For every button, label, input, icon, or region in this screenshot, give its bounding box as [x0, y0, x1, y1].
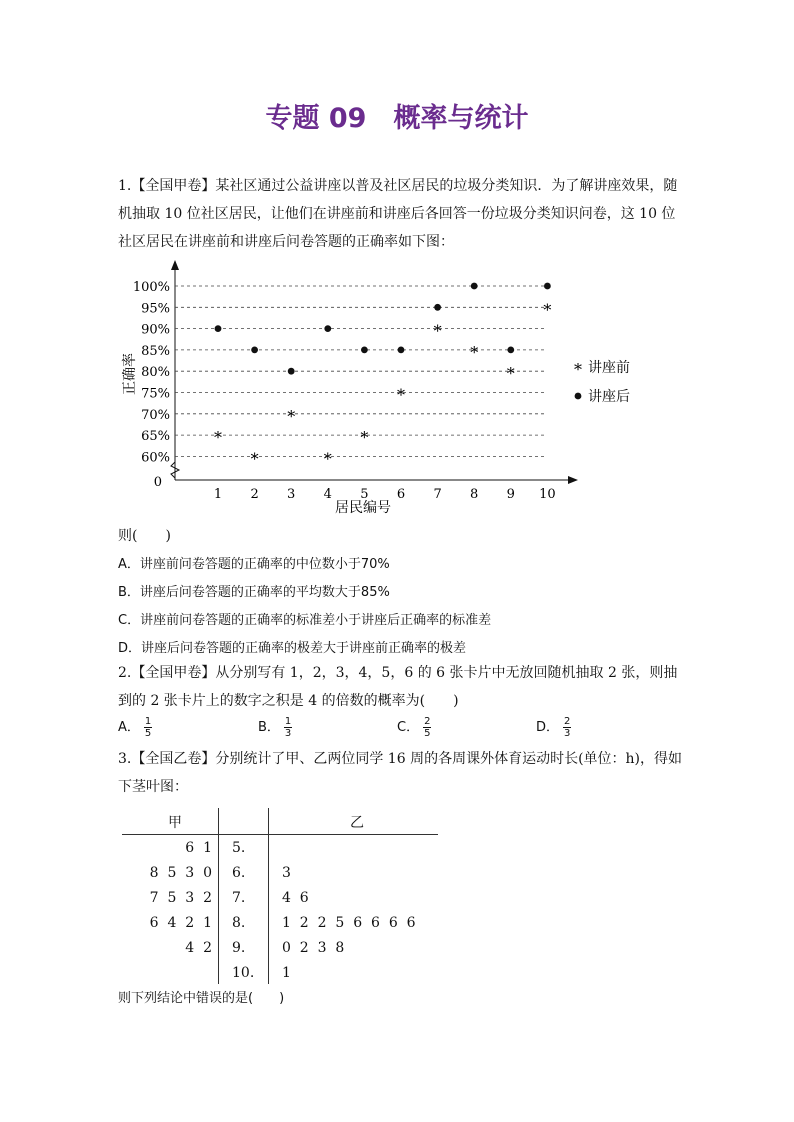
x-tick-label: 8 [470, 487, 479, 502]
point-after [361, 347, 368, 354]
question-1-then: 则( ) [118, 528, 171, 544]
choice-b-num: 1 [284, 716, 292, 727]
option-b: B．讲座后问卷答题的正确率的平均数大于85% [118, 585, 390, 600]
question-3-then: 则下列结论中错误的是( ) [118, 991, 285, 1006]
choice-c-fraction [423, 716, 431, 739]
point-before: * [214, 428, 222, 448]
choice-b-fraction [284, 716, 292, 739]
choice-b [258, 716, 292, 739]
point-after [215, 325, 222, 332]
scatter-chart [118, 258, 658, 516]
point-after [251, 347, 258, 354]
choice-a [118, 716, 152, 739]
legend-symbol-after [575, 393, 582, 400]
leaf-right: 0 2 3 8 [282, 940, 345, 956]
question-1-stem: 1.【全国甲卷】某社区通过公益讲座以普及社区居民的垃圾分类知识．为了解讲座效果，随机抽取 10 位社区居民，让他们在讲座前和讲座后各回答一份垃圾分类知识问卷，这 10 位社区居民在讲座前和讲座后问卷答题的正确率如下图： [118, 178, 678, 250]
point-after [324, 325, 331, 332]
leaf-left: 4 2 [185, 940, 212, 956]
choice-d [536, 716, 571, 739]
question-3-stem: 3.【全国乙卷】分别统计了甲、乙两位同学 16 周的各周课外体育运动时长(单位：h)，得如下茎叶图： [118, 751, 683, 795]
point-after [288, 368, 295, 375]
right-header: 乙 [350, 815, 364, 831]
point-before: * [506, 364, 515, 384]
stem: 10. [232, 965, 255, 981]
stem: 5. [232, 840, 246, 856]
choice-a-fraction [144, 716, 152, 739]
point-before: * [397, 385, 405, 405]
left-header: 甲 [168, 815, 182, 831]
point-after [544, 283, 551, 290]
choice-d-letter: D． [536, 720, 560, 735]
leaf-right: 1 [282, 965, 291, 981]
y-tick-label: 85% [141, 343, 170, 359]
choice-c-num: 2 [424, 716, 431, 727]
choice-a-den: 5 [144, 728, 152, 739]
point-before: * [250, 449, 259, 469]
y-axis-label: 正确率 [122, 353, 138, 395]
point-before: * [323, 449, 332, 469]
legend-label: 讲座后 [588, 389, 630, 405]
legend-symbol-before: * [574, 360, 582, 379]
point-before: * [287, 406, 296, 426]
x-tick-label: 2 [250, 487, 259, 502]
option-a: A．讲座前问卷答题的正确率的中位数小于70% [118, 557, 390, 572]
point-before: * [470, 342, 479, 362]
x-tick-label: 4 [323, 487, 332, 502]
x-tick-label: 3 [287, 487, 296, 502]
y-tick-label: 65% [141, 429, 170, 445]
x-tick-label: 5 [360, 487, 369, 502]
stem: 7. [232, 890, 246, 906]
stem: 6. [232, 865, 246, 881]
x-axis-arrow [568, 476, 578, 484]
choice-a-letter: A． [118, 720, 140, 735]
x-tick-label: 6 [396, 487, 406, 502]
choice-b-den: 3 [284, 728, 292, 739]
leaf-left: 8 5 3 0 [149, 865, 212, 881]
x-tick-label: 9 [506, 487, 515, 502]
x-axis-label: 居民编号 [335, 500, 391, 516]
choice-a-num: 1 [144, 716, 152, 727]
choice-b-letter: B． [258, 720, 280, 735]
y-tick-label: 100% [132, 280, 170, 295]
page-title: 专题 09 概率与统计 [265, 103, 529, 134]
choice-d-den: 3 [564, 728, 571, 739]
point-before: * [360, 428, 369, 448]
y-tick-label: 95% [141, 301, 170, 317]
y-tick-label: 75% [141, 386, 170, 402]
leaf-left: 6 1 [185, 840, 212, 856]
leaf-left: 7 5 3 2 [149, 890, 212, 906]
choice-d-fraction [563, 716, 571, 739]
x-tick-label: 1 [213, 487, 223, 502]
point-before: * [433, 321, 442, 341]
leaf-right: 1 2 2 5 6 6 6 6 [282, 915, 416, 931]
y-tick-label: 80% [141, 365, 170, 381]
option-c: C．讲座前问卷答题的正确率的标准差小于讲座后正确率的标准差 [118, 613, 492, 628]
option-d: D．讲座后问卷答题的正确率的极差大于讲座前正确率的极差 [118, 641, 467, 656]
choice-c-den: 5 [424, 728, 431, 739]
point-before: * [543, 300, 552, 320]
stem-leaf-plot [122, 808, 440, 984]
choice-c-letter: C． [397, 720, 420, 735]
point-after [398, 347, 405, 354]
stem: 8. [232, 915, 246, 931]
choice-d-num: 2 [564, 716, 571, 727]
legend-label: 讲座前 [588, 360, 630, 376]
point-after [507, 347, 514, 354]
y-tick-label: 90% [141, 322, 170, 338]
y-tick-label: 70% [141, 407, 170, 423]
point-after [471, 283, 478, 290]
x-tick-label: 10 [539, 487, 556, 502]
leaf-right: 3 [282, 865, 291, 881]
y-axis-arrow [171, 260, 179, 270]
leaf-right: 4 6 [282, 890, 309, 906]
y-tick-label: 60% [141, 450, 170, 466]
stem: 9. [232, 940, 246, 956]
leaf-left: 6 4 2 1 [149, 915, 212, 931]
y-zero-label: 0 [153, 475, 162, 490]
question-2-stem: 2.【全国甲卷】从分别写有 1，2，3，4，5，6 的 6 张卡片中无放回随机抽取 2 张，则抽到的 2 张卡片上的数字之积是 4 的倍数的概率为( ) [118, 665, 678, 709]
point-after [434, 304, 441, 311]
x-tick-label: 7 [433, 487, 442, 502]
choice-c [397, 716, 431, 739]
